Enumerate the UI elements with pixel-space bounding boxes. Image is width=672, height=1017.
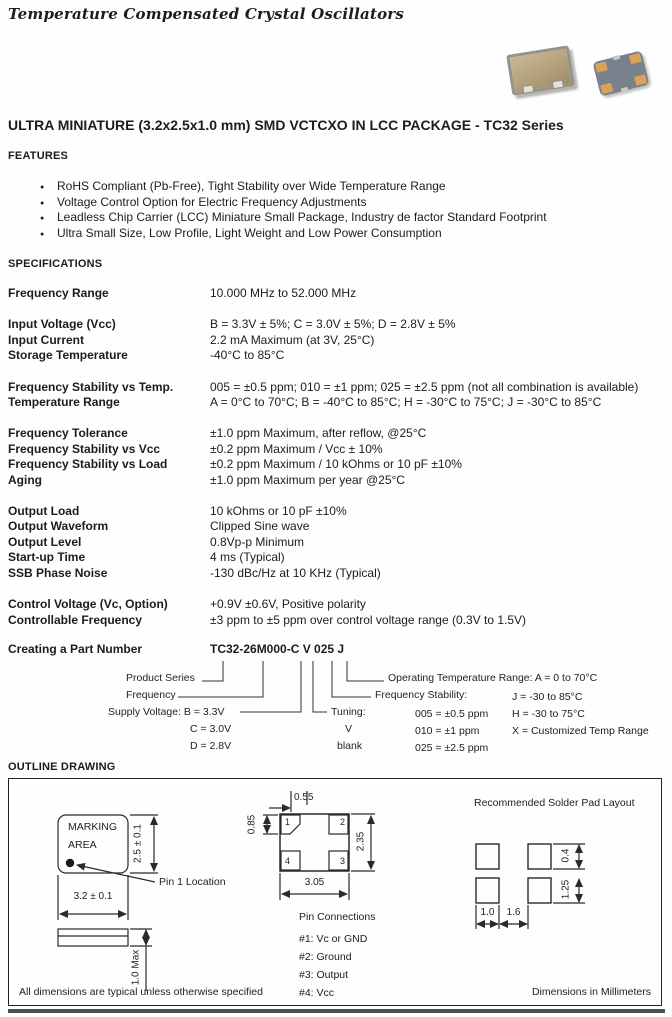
- marking-area-line2: AREA: [68, 839, 97, 851]
- spec-row: [8, 380, 668, 395]
- dim-solder-pad-height: 1.25: [560, 879, 572, 900]
- spec-group: [8, 426, 668, 488]
- pin1-location-label: Pin 1 Location: [159, 876, 226, 888]
- operating-temp-options: [512, 689, 649, 740]
- spec-label: Input Voltage (Vcc): [8, 317, 116, 332]
- frequency-stability-option: 010 = ±1 ppm: [415, 725, 480, 737]
- tuning-option-blank: blank: [337, 740, 363, 752]
- spec-label: Storage Temperature: [8, 348, 128, 363]
- spec-value: 4 ms (Typical): [210, 550, 285, 565]
- package-photo-bottom-view: [593, 50, 650, 96]
- spec-label: Temperature Range: [8, 395, 120, 410]
- spec-row: [8, 504, 668, 519]
- operating-temp-option: X = Customized Temp Range: [512, 725, 649, 737]
- solder-pad-layout-title: Recommended Solder Pad Layout: [474, 797, 635, 809]
- outline-drawing-box: [8, 778, 662, 1006]
- dim-body-height: 2.5 ± 0.1: [132, 824, 144, 863]
- chip-pad: [634, 74, 647, 85]
- spec-row: [8, 333, 668, 348]
- spec-label: Output Load: [8, 504, 80, 519]
- chip-pad: [522, 84, 534, 94]
- package-photo-top-view: [506, 45, 575, 95]
- spec-label: Control Voltage (Vc, Option): [8, 597, 168, 612]
- spec-row: [8, 473, 668, 488]
- spec-row: [8, 613, 668, 628]
- footprint-pad1-number: 1: [285, 817, 291, 827]
- footprint-pad3-number: 3: [340, 856, 346, 866]
- spec-label: Frequency Stability vs Load: [8, 457, 168, 472]
- specifications-table: [8, 286, 668, 644]
- frequency-stability-options: [415, 706, 488, 757]
- spec-value: ±1.0 ppm Maximum, after reflow, @25°C: [210, 426, 427, 441]
- spec-value: ±0.2 ppm Maximum / 10 kOhms or 10 pF ±10%: [210, 457, 462, 472]
- tuning-option-v: V: [345, 723, 353, 735]
- chip-pad: [621, 87, 629, 93]
- pin-connection-item: #1: Vc or GND: [299, 933, 368, 945]
- pin-connection-item: #3: Output: [299, 969, 349, 981]
- dim-pad-width: 0.55: [294, 792, 314, 803]
- spec-label: Start-up Time: [8, 550, 86, 565]
- spec-value: 2.2 mA Maximum (at 3V, 25°C): [210, 332, 375, 347]
- spec-label: Output Level: [8, 534, 82, 549]
- part-number-label: Creating a Part Number: [8, 642, 143, 656]
- chip-pad: [629, 53, 642, 64]
- supply-voltage-label: Supply Voltage: B = 3.3V: [108, 706, 225, 718]
- spec-row: [8, 286, 668, 301]
- pin-connection-item: #2: Ground: [299, 951, 352, 963]
- operating-temp-option: J = -30 to 85°C: [512, 691, 583, 703]
- features-list: [40, 179, 640, 242]
- frequency-stability-option: 005 = ±0.5 ppm: [415, 708, 489, 720]
- spec-value: ±0.2 ppm Maximum / Vcc ± 10%: [210, 441, 383, 456]
- pin-connection-item: #4: Vcc: [299, 987, 335, 999]
- dim-pad-height: 0.85: [246, 814, 258, 835]
- spec-row: [8, 597, 668, 612]
- spec-row: [8, 535, 668, 550]
- spec-group: [8, 317, 668, 363]
- feature-item: ● Ultra Small Size, Low Profile, Light Weight and Low Power Consumption: [40, 226, 640, 242]
- supply-voltage-option-d: D = 2.8V: [190, 740, 232, 752]
- tuning-label: Tuning:: [331, 706, 366, 718]
- spec-row: [8, 426, 668, 441]
- dim-footprint-width: 3.05: [304, 877, 325, 888]
- spec-value: ±1.0 ppm Maximum per year @25°C: [210, 472, 405, 487]
- spec-label: Aging: [8, 472, 42, 487]
- outline-footer-left: All dimensions are typical unless otherwise specified: [19, 986, 263, 998]
- dim-body-width: 3.2 ± 0.1: [73, 891, 113, 902]
- spec-value: 0.8Vp-p Minimum: [210, 534, 305, 549]
- spec-value: B = 3.3V ± 5%; C = 3.0V ± 5%; D = 2.8V ± 5%: [210, 317, 456, 332]
- spec-label: Frequency Stability vs Temp.: [8, 379, 174, 394]
- dim-solder-gap: 1.6: [506, 907, 521, 918]
- doc-header-title: Temperature Compensated Crystal Oscillators: [8, 5, 405, 23]
- spec-value: ±3 ppm to ±5 ppm over control voltage range (0.3V to 1.5V): [210, 612, 527, 627]
- spec-value: -130 dBc/Hz at 10 KHz (Typical): [210, 565, 381, 580]
- footprint-pad4-number: 4: [285, 856, 291, 866]
- spec-label: SSB Phase Noise: [8, 565, 108, 580]
- spec-row: [8, 519, 668, 534]
- spec-group: [8, 380, 668, 411]
- spec-value: 10 kOhms or 10 pF ±10%: [210, 504, 347, 519]
- feature-item: ● Leadless Chip Carrier (LCC) Miniature Small Package, Industry de factor Standard Footprint: [40, 210, 640, 226]
- frequency-stability-label: Frequency Stability:: [375, 689, 468, 701]
- pin-connections-list: [299, 930, 367, 1002]
- chip-pad: [595, 61, 608, 72]
- spec-row: [8, 348, 668, 363]
- chip-pad: [552, 80, 564, 90]
- spec-label: Frequency Stability vs Vcc: [8, 441, 161, 456]
- page-title: ULTRA MINIATURE (3.2x2.5x1.0 mm) SMD VCTCXO IN LCC PACKAGE - TC32 Series: [8, 117, 564, 133]
- spec-row: [8, 442, 668, 457]
- outline-footer-right: Dimensions in Millimeters: [531, 986, 651, 998]
- part-number-value: TC32-26M000-C V 025 J: [210, 642, 345, 656]
- features-heading: FEATURES: [8, 150, 69, 162]
- dim-solder-top: 0.4: [560, 848, 572, 863]
- spec-label: Output Waveform: [8, 519, 109, 534]
- spec-label: Frequency Tolerance: [8, 426, 128, 441]
- part-number-row: [8, 642, 668, 657]
- spec-value: A = 0°C to 70°C; B = -40°C to 85°C; H = -30°C to 75°C; J = -30°C to 85°C: [210, 395, 602, 410]
- spec-label: Controllable Frequency: [8, 612, 143, 627]
- frequency-stability-option: 025 = ±2.5 ppm: [415, 742, 489, 754]
- specifications-heading: SPECIFICATIONS: [8, 258, 103, 270]
- spec-row: [8, 550, 668, 565]
- marking-area-line1: MARKING: [68, 821, 118, 833]
- spec-group: [8, 504, 668, 581]
- product-series-label: Product Series: [126, 672, 195, 684]
- dim-footprint-height: 2.35: [355, 831, 367, 852]
- chip-pad: [613, 55, 621, 61]
- chip-pad: [600, 83, 613, 94]
- dim-solder-pad-width: 1.0: [480, 907, 495, 918]
- operating-temp-option: H = -30 to 75°C: [512, 708, 585, 720]
- spec-row: [8, 395, 668, 410]
- spec-value: 10.000 MHz to 52.000 MHz: [210, 286, 357, 300]
- spec-group: [8, 597, 668, 628]
- pin-connections-heading: Pin Connections: [299, 911, 376, 923]
- supply-voltage-option-c: C = 3.0V: [190, 723, 232, 735]
- feature-item: ● Voltage Control Option for Electric Frequency Adjustments: [40, 195, 640, 211]
- outline-heading: OUTLINE DRAWING: [8, 761, 116, 773]
- frequency-label: Frequency: [126, 689, 176, 701]
- page-footer-bar: [8, 1009, 665, 1013]
- spec-value: -40°C to 85°C: [210, 348, 285, 363]
- spec-value: Clipped Sine wave: [210, 519, 310, 534]
- spec-row: [8, 317, 668, 332]
- spec-value: 005 = ±0.5 ppm; 010 = ±1 ppm; 025 = ±2.5 ppm (not all combination is available): [210, 379, 639, 394]
- feature-item: ● RoHS Compliant (Pb-Free), Tight Stability over Wide Temperature Range: [40, 179, 640, 195]
- spec-value: +0.9V ±0.6V, Positive polarity: [210, 597, 366, 612]
- spec-label: Frequency Range: [8, 286, 109, 300]
- spec-row: [8, 457, 668, 472]
- footprint-pad2-number: 2: [340, 817, 346, 827]
- spec-group: [8, 286, 668, 301]
- spec-label: Input Current: [8, 332, 84, 347]
- part-number-diagram: [0, 658, 672, 762]
- dim-thickness: 1.0 Max: [130, 949, 142, 986]
- operating-temp-label: Operating Temperature Range: A = 0 to 70°C: [388, 672, 598, 684]
- spec-row: [8, 566, 668, 581]
